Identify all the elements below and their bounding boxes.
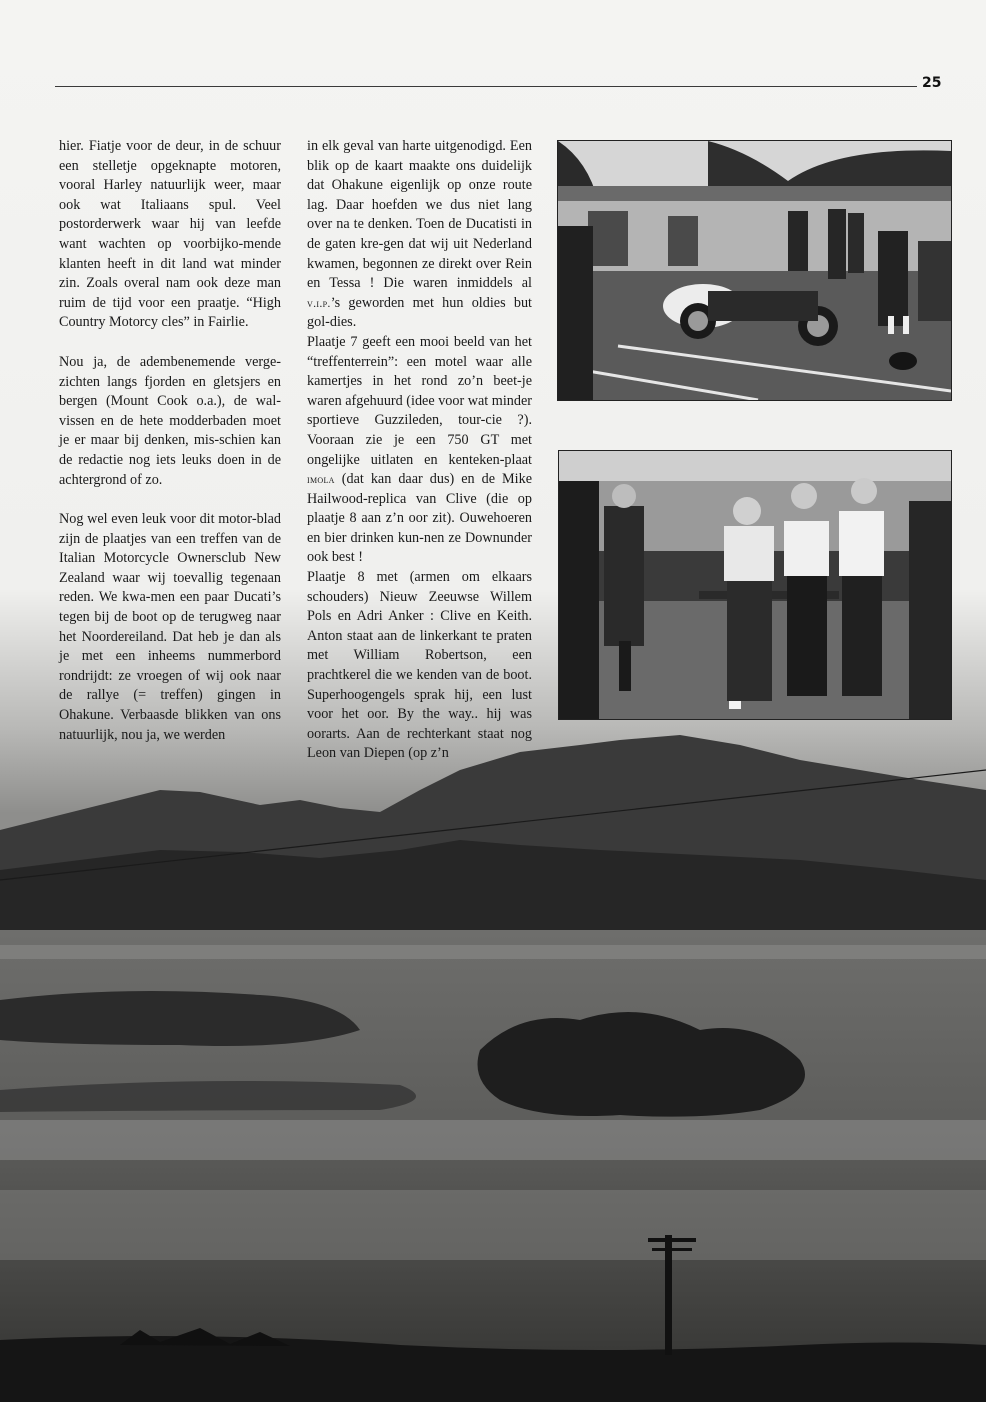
- paragraph: Plaatje 8 met (armen om elkaars schouders) Nieuw Zeeuwse Willem Pols en Adri Anker : Clive en Keith. Anton staat aan de linkerkant te praten met William Robertson, een prachtkerel die we kenden van de boot. Superhoogengels sprak hij, een lust voor het oor. By the way.. hij was oorarts. Aan de rechterkant staat nog Leon van Diepen (op z’n: [307, 569, 532, 762]
- photo-motel-motorcycles: [557, 140, 952, 401]
- text-run: ’s geworden met hun oldies but gol-dies.: [307, 294, 532, 331]
- paragraph: [307, 137, 532, 333]
- paragraph: [307, 333, 532, 568]
- page-number: 25: [922, 75, 942, 91]
- text-run: in elk geval van harte uitgenodigd. Een blik op de kaart maakte ons duidelijk dat Ohakune eigenlijk op onze route lag. Daar hoefden we dus niet lang over na te denken. Toen de Ducatisti in de gaten kre-gen dat wij uit Nederland kwamen, begonnen ze direkt over Rein en Tessa ! Die waren inmiddels al: [307, 138, 532, 292]
- text-column-left: [59, 137, 281, 745]
- paragraph: Nou ja, de adembenemende verge-zichten langs fjorden en gletsjers en bergen (Mount Cook o.a.), de wal-vissen en de hete modderbaden moet je er maar bij denken, mis-schien kan de redactie nog iets leuks doen in de achtergrond of zo.: [59, 353, 281, 488]
- text-run: Plaatje 7 geeft een mooi beeld van het “treffenterrein”: een motel waar alle kamertjes in het rond zo’n beet-je waren afgehuurd (idee voor wat minder sportieve Guzzileden, tour-cie ?). Vooraan zie je een 750 GT met ongelijke uitlaten en kenteken-plaat: [307, 333, 532, 468]
- header-rule: [55, 86, 917, 87]
- paragraph: hier. Fiatje voor de deur, in de schuur een stelletje opgeknapte motoren, vooral Harley natuurlijk weer, maar ook wat Italiaans spul. Veel postorderwerk waar hij van leefde want wachten op voorbijko-mende klanten heeft in dit land wat minder zin. Zoals overal nam ook deze man ruim de tijd voor een praatje. “High Country Motorcy cles” in Fairlie.: [59, 138, 281, 331]
- paragraph: Nog wel even leuk voor dit motor-blad zijn de plaatjes van een treffen van de Italian Motorcycle Ownersclub New Zealand waar wij toevallig tegenaan reden. We kwa-men een paar Ducati’s tegen bij de boot op de terugweg naar het Noordereiland. Dat heb je dan als je met een inheems nummerbord rondrijdt: ze vroegen of wij ook naar de rallye (= treffen) gingen in Ohakune. Verbaasde blikken van ons natuurlijk, nou ja, we werden: [59, 511, 281, 743]
- plate-imola: imola: [307, 472, 335, 487]
- text-column-middle: [307, 137, 532, 764]
- photo-rally-people: [558, 450, 952, 720]
- abbreviation-vip: v.i.p.: [307, 295, 331, 310]
- text-run: (dat kan daar dus) en de Mike Hailwood-replica van Clive (die op plaatje 8 aan z’n oor zit). Ouwehoeren en bier drinken kun-nen ze Downunder ook best !: [307, 471, 533, 566]
